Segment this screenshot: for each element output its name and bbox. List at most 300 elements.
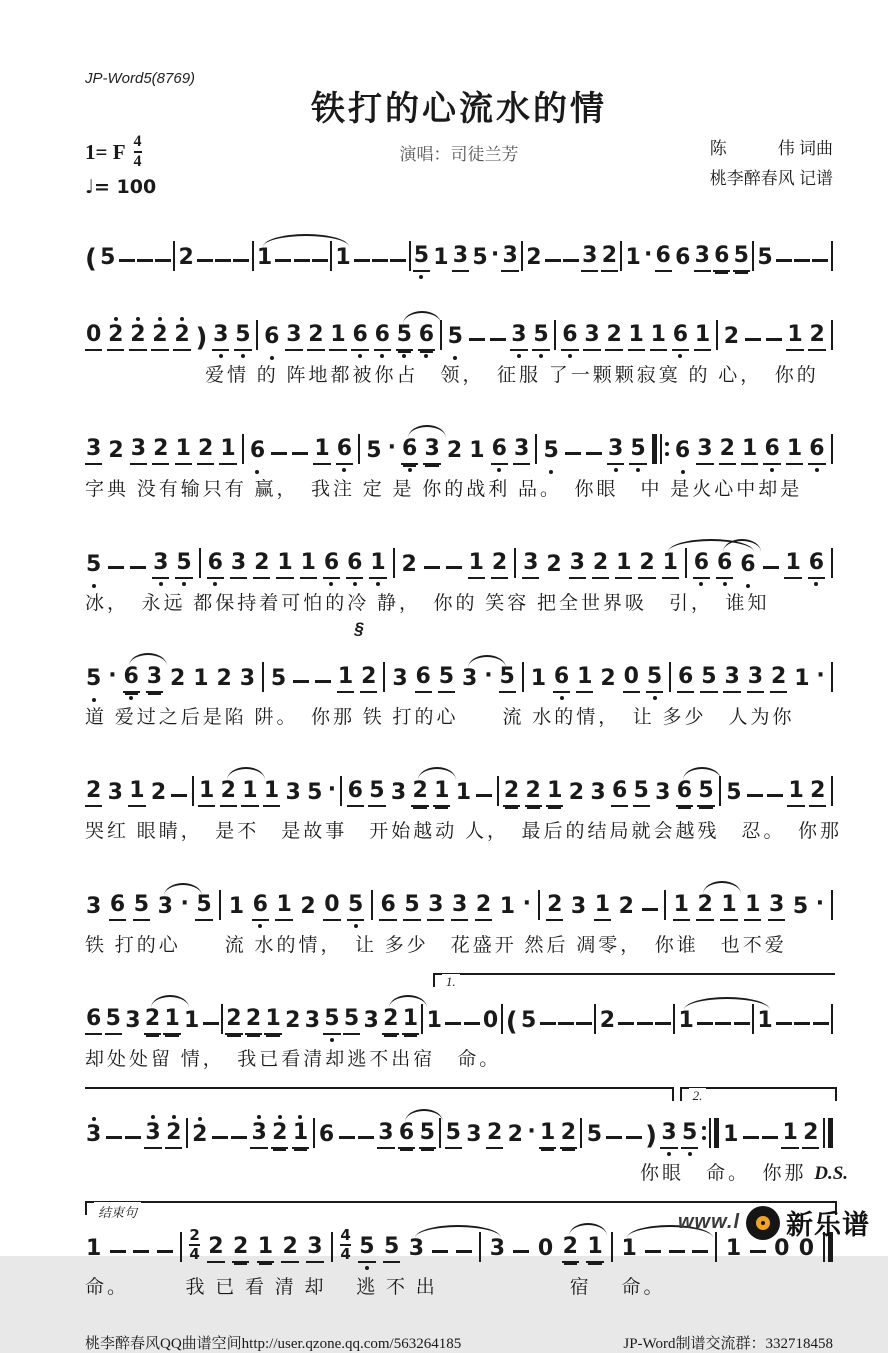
note: 1 [499,894,516,919]
note: 1 [468,552,485,579]
note: 2 [300,894,316,919]
note: 2 [599,1008,616,1033]
note: 6 [418,324,435,351]
barline-stroke [199,548,201,578]
system-5 [85,619,833,728]
note: 0 [798,1236,815,1261]
note: 1 [128,780,145,807]
barline-stroke [709,1118,711,1148]
duration-dash [745,338,761,341]
barline [393,548,395,578]
note: 2 [770,666,787,693]
note: 3 [696,438,713,465]
note: 1 [628,324,645,351]
note: 5 [234,324,251,351]
duration-dash [233,259,249,262]
duration-dash [315,680,331,683]
lyrics-row [85,1158,849,1184]
note: 2 [360,666,377,693]
system-2 [85,291,833,386]
note: 3 [655,780,671,805]
barline-stroke [383,662,385,692]
barline-stroke [580,1118,582,1148]
duration-dash [133,1250,149,1253]
note: 3 [107,780,123,805]
barline-stroke [673,1004,675,1034]
barline-stroke [669,662,671,692]
note: 3 [304,1008,320,1033]
note: 1 [300,552,317,579]
note: 1 [787,780,804,807]
barline [252,241,254,271]
note: 2 [592,552,609,579]
barline-stroke [393,548,395,578]
note: 2 [568,780,585,805]
note: 3 [390,780,407,805]
note: 6 [207,552,224,579]
duration-dash [372,259,388,262]
note: 2 [232,1236,249,1263]
note: 0 [774,1236,790,1261]
duration-dash [618,1022,634,1025]
note: 3 [125,1008,141,1033]
barline-stroke [439,1118,441,1148]
duration-dash [157,1250,173,1253]
parenthesis: ) [645,1121,658,1151]
notes-row [85,861,833,921]
note: 5 [403,894,420,921]
barline [831,662,833,692]
note: 3 [510,324,527,351]
note: 5 [195,894,212,921]
note: 6 [415,666,432,693]
note: 5 [633,780,650,807]
note: 3 [607,438,624,465]
note: 1 [662,552,679,579]
lyrics-text: 铁 打的心 流 水的情， 让 多少 花盛开 然后 凋零， 你谁 也不爱 [85,935,787,956]
duration-dash [794,259,810,262]
barline [180,1232,182,1262]
barline [685,548,687,578]
watermark-url-text: www.l [677,1211,740,1233]
barline [313,1118,315,1148]
note: 5 [86,552,102,577]
duration-dash [645,1250,661,1253]
augmentation-dot: · [522,891,531,916]
duration-dash [750,1250,766,1253]
duration-dash [292,452,308,455]
note: 6 [561,324,578,351]
barline-stroke [479,1232,481,1262]
parenthesis: ( [505,1007,518,1037]
note: 3 [466,1122,482,1147]
footer [85,1332,833,1353]
note: 6 [674,438,691,463]
note: 6 [763,438,780,465]
barline [554,320,556,350]
footer-left-text: 桃李醉春风QQ曲谱空间http://user.qzone.qq.com/563264185 [85,1336,462,1352]
note: 2 [245,1008,262,1035]
notes-row [85,405,833,465]
barline-stroke [831,548,833,578]
augmentation-dot: · [816,663,825,688]
note: 5 [307,780,323,805]
barline-stroke [242,434,244,464]
volta-label: 1. [442,974,460,990]
lyrics-row [85,816,843,842]
slur-arc [415,1225,501,1238]
barline [611,1232,613,1262]
note: 5 [445,1122,462,1149]
note: 5 [343,1008,360,1035]
note: 5 [472,245,488,270]
note: 1 [539,1122,556,1149]
note: 5 [413,245,430,272]
note: 5 [733,245,750,272]
note: 2 [696,894,713,921]
note: 5 [366,438,382,463]
barline [173,241,175,271]
note: 1 [786,324,803,351]
note: 6 [713,245,730,272]
note: 2 [605,324,622,351]
time-signature [189,1228,199,1262]
barline [219,890,221,920]
note: 5 [347,894,364,921]
system-9 [85,1088,849,1184]
barline [331,1232,333,1262]
footer-right-text: JP-Word制谱交流群：332718458 [623,1336,833,1352]
note: 5 [86,666,102,691]
note: 5 [586,1122,603,1147]
note: 5 [383,1236,400,1263]
barline-stroke [219,890,221,920]
note: 5 [543,438,559,463]
barline-stroke [371,890,373,920]
duration-dash [294,259,310,262]
augmentation-dot: · [643,242,653,267]
note: 6 [351,324,368,351]
barline [242,434,244,464]
slur-arc [723,539,761,552]
note: 3 [570,894,587,919]
note: 6 [675,245,691,270]
note: 3 [85,438,102,465]
duration-dash [275,259,291,262]
note: 2 [618,894,634,919]
duration-dash [108,566,124,569]
note: 1 [741,438,758,465]
barline-stroke [716,320,718,350]
note: 5 [419,1122,436,1149]
note: 6 [347,780,364,807]
note: 5 [792,894,809,919]
content-area [85,70,849,1353]
volta-bracket [680,1087,837,1101]
note: 0 [537,1236,554,1261]
note: 3 [581,245,598,272]
duration-dash [626,1136,642,1139]
time-denominator: 4 [133,153,142,170]
watermark-site-name: 新乐谱 [786,1210,870,1240]
note: 1 [369,552,386,579]
barline-stroke [421,1004,423,1034]
note: 6 [336,438,353,465]
note: 5 [499,666,516,693]
duration-dash [212,1136,228,1139]
barline [221,1004,223,1034]
note: 6 [109,894,126,921]
note: 1 [744,894,761,921]
note: 2 [525,780,542,807]
note: 2 [165,1122,182,1149]
barline [514,548,516,578]
note: 6 [553,666,570,693]
lyrics-text: 道 爱过之后是陷 阱。 你那 铁 打的心 流 水的情， 让 多少 人为你 [85,707,795,728]
note: 6 [672,324,689,351]
note: 1 [784,552,801,579]
system-8 [85,975,833,1070]
note: 2 [307,324,324,351]
duration-dash [743,1136,759,1139]
key-prefix: 1= F [85,139,126,164]
note: 3 [239,666,255,691]
note: 6 [123,666,140,693]
note: 3 [768,894,785,921]
lyrics-text: 命。 我 已 看 清 却 逃 不 出 宿 命。 [85,1277,666,1298]
note: 1 [455,780,471,805]
note: 3 [723,666,740,693]
note: 6 [655,245,672,272]
duration-dash [697,1022,713,1025]
note: 2 [507,1122,523,1147]
note: 1 [725,1236,742,1261]
note: 2 [809,780,826,807]
note: 3 [513,438,530,465]
note: 1 [694,324,711,351]
barline [330,241,332,271]
note: 2 [562,1236,579,1263]
duration-dash [794,1022,810,1025]
note: 1 [615,552,632,579]
duration-dash [119,259,135,262]
note: 5 [368,780,385,807]
note: 2 [85,780,102,807]
barline [340,776,342,806]
barline-stroke [192,776,194,806]
barline-stroke [611,1232,613,1262]
note: 3 [694,245,711,272]
note: 1 [720,894,737,921]
credit-notation: 桃李醉春风 记谱 [709,168,833,188]
barline-stroke [831,434,833,464]
note: 1 [586,1236,603,1263]
duration-dash [565,452,581,455]
note: 3 [285,324,302,351]
duration-dash [642,908,658,911]
note: 5 [133,894,150,921]
time-signature [340,1228,350,1262]
note: 2 [285,1008,301,1033]
note: 2 [546,552,562,577]
song-title: 铁打的心流水的情 [311,91,607,128]
barline [497,776,499,806]
note: 6 [676,780,693,807]
barline [831,434,833,464]
note: 1 [184,1008,200,1033]
duration-dash [110,1250,126,1253]
note: 2 [197,438,214,465]
repeat-dots [702,1126,706,1140]
site-watermark [678,1203,870,1242]
note: 5 [396,324,413,351]
note: 3 [363,1008,379,1033]
note: 3 [501,245,518,272]
barline-stroke [554,320,556,350]
note: 2 [503,780,520,807]
barline [501,1004,503,1034]
note: 5 [646,666,663,693]
augmentation-dot: · [327,777,337,802]
note: 3 [146,666,163,693]
note: 2 [401,552,417,577]
barline [580,1118,582,1148]
note: 5 [270,666,287,691]
system-7 [85,861,833,956]
barline-stroke [186,1118,188,1148]
time-numerator: 2 [189,1226,200,1244]
duration-dash [545,259,561,262]
barline-stroke [538,890,540,920]
lyrics-text: 你眼 命。 你那 [640,1163,815,1184]
note: 5 [726,780,742,805]
note: 1 [198,780,215,807]
barline [371,890,373,920]
app-version-label: JP-Word5(8769) [85,70,196,87]
note: 3 [392,666,408,691]
duration-dash [293,680,309,683]
performer-line: 演唱：司徒兰芳 [399,145,519,164]
barline-stroke [409,241,411,271]
duration-dash [354,259,370,262]
volta-label: 2. [689,1088,707,1104]
note: 1 [625,245,641,270]
note: 5 [681,1122,698,1149]
note: 6 [398,1122,415,1149]
barline-stroke [501,1004,503,1034]
lyrics-row [85,588,833,614]
note: 2 [225,1008,242,1035]
note: 2 [173,324,190,351]
note: 3 [522,552,539,579]
duration-dash [130,566,146,569]
note: 3 [212,324,229,351]
note: 2 [151,324,168,351]
barline-stroke [535,434,537,464]
note: 2 [526,245,542,270]
note: 6 [740,552,756,577]
barline [831,548,833,578]
barline [594,1004,596,1034]
note: 2 [152,438,169,465]
lyrics-row [85,1272,833,1298]
duration-dash [456,1250,472,1253]
lyrics-text: 却处处留 情， 我已看清却逃不出宿 命。 [85,1049,502,1070]
note: 5 [438,666,455,693]
duration-dash [390,259,406,262]
note: 5 [358,1236,375,1263]
barline-stroke [685,548,687,578]
system-4 [85,519,833,614]
barline-stroke [719,776,721,806]
note: 3 [583,324,600,351]
note: 6 [716,552,733,579]
barline [262,662,264,692]
duration-dash [767,794,783,797]
note: 2 [169,666,186,691]
barline [383,662,385,692]
note: 3 [408,1238,425,1263]
note: 2 [600,666,616,691]
duration-dash [231,1136,247,1139]
barline-stroke [521,241,523,271]
barline-stroke [652,434,657,464]
lyrics-row [85,702,833,728]
duration-dash [339,1136,355,1139]
note: 6 [252,894,269,921]
note: 6 [85,1008,102,1035]
note: 1 [163,1008,180,1035]
barline [620,241,622,271]
barline-stroke [440,320,442,350]
note: 3 [250,1122,267,1149]
time-denominator: 4 [189,1245,200,1263]
note: 1 [469,438,485,463]
quarter-note-icon: ♩ [85,176,94,198]
barline [256,320,258,350]
note: 2 [129,324,146,351]
note: 1 [433,780,450,807]
barline [702,1118,719,1148]
barline [752,1004,754,1034]
barline [831,1004,833,1034]
parenthesis: ( [85,244,97,274]
credits-block [710,134,833,194]
note: 6 [374,324,391,351]
barline [439,1118,441,1148]
note: 3 [423,438,440,465]
barline-stroke [831,890,833,920]
barline-stroke [831,241,833,271]
notes-row [85,291,833,351]
barline-stroke [256,320,258,350]
note: 1 [276,552,293,579]
note: 5 [532,324,549,351]
note: 6 [346,552,363,579]
duration-dash [476,794,492,797]
barline [831,890,833,920]
barline-stroke [358,434,360,464]
score [85,212,849,1298]
note: 3 [427,894,444,921]
augmentation-dot: · [815,891,825,916]
barline [199,548,201,578]
note: 1 [264,1008,281,1035]
note: 1 [786,438,803,465]
note: 6 [401,438,418,465]
note: 2 [281,1236,298,1263]
barline-stroke [313,1118,315,1148]
